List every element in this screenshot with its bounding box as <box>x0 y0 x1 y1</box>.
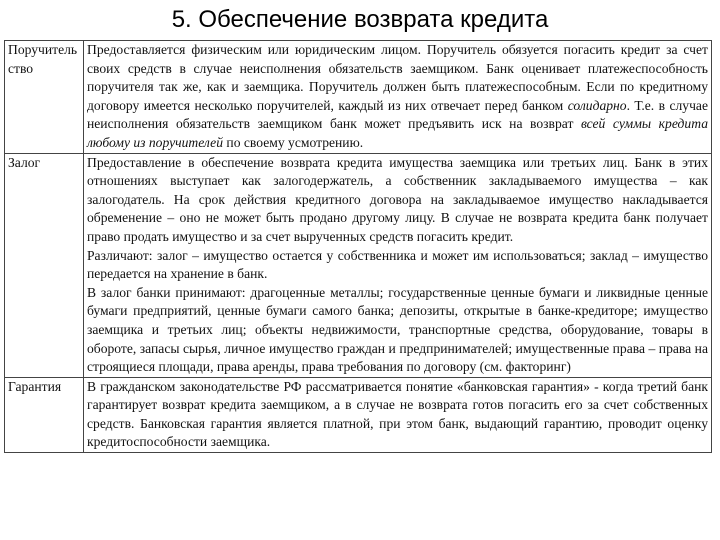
credit-security-table <box>4 40 712 453</box>
text-run: Предоставляется физическим или юридическим лицом. Поручитель обязуется погасить кредит за счет своих средств в случае неисполнения обязательств заемщиком. Банк оценивает платежеспособность поручителя так же, как и заемщика. Поручитель должен быть платежеспособным. Если по кредитному договору имеется несколько поручителей, каждый из них отвечает перед банком <box>87 42 708 113</box>
table-row <box>5 41 712 154</box>
description-cell <box>84 377 712 452</box>
emphasis-text: всей суммы кредита любому из поручителей <box>87 116 708 150</box>
emphasis-text: солидарно <box>567 97 627 113</box>
paragraph: Различают: залог – имущество остается у собственника и может им использоваться; заклад – имущество передается на хранение в банк. <box>87 247 708 282</box>
text-run: по своему усмотрению. <box>223 134 364 150</box>
description-cell <box>84 41 712 154</box>
table-row <box>5 153 712 377</box>
slide-title: 5. Обеспечение возврата кредита <box>171 6 549 33</box>
text-run: . Т.е. в случае неисполнения обязательств заемщиком банк может предъявить иск на возврат <box>87 97 708 132</box>
term-cell: Поручительство <box>5 41 84 154</box>
paragraph <box>87 41 708 153</box>
paragraph: Предоставление в обеспечение возврата кредита имущества заемщика или третьих лиц. Банк в этих отношениях выступает как залогодержатель, а собственник закладываемого имущества – как залогодатель. На срок действия кредитного договора на закладываемое имущество накладывается обременение – оно не может быть продано другому лицу. В случае не возврата кредита банк получает право продать имущество и за счет вырученных средств погасить кредит. <box>87 154 708 244</box>
paragraph: В гражданском законодательстве РФ рассматривается понятие «банковская гарантия» - когда третий банк гарантирует возврат кредита заемщиком, а в случае не возврата готов погасить его за счет собственных средств. Банковская гарантия является платной, при этом банк, выдающий гарантию, проводит оценку кредитоспособности заемщика. <box>87 378 708 450</box>
paragraph: В залог банки принимают: драгоценные металлы; государственные ценные бумаги и ликвидные ценные бумаги предприятий, ценные бумаги самого банка; депозиты, открытые в банке-кредиторе; имущество заемщика и третьих лиц; объекты недвижимости, транспортные средства, оборудование, товары в обороте, запасы сырья, личное имущество граждан и предпринимателей; имущественные права – права на строящиеся площади, права аренды, права требования по договору (см. факторинг) <box>87 284 708 375</box>
term-cell: Гарантия <box>5 377 84 452</box>
description-cell <box>84 153 712 377</box>
table-row <box>5 377 712 452</box>
term-cell: Залог <box>5 153 84 377</box>
